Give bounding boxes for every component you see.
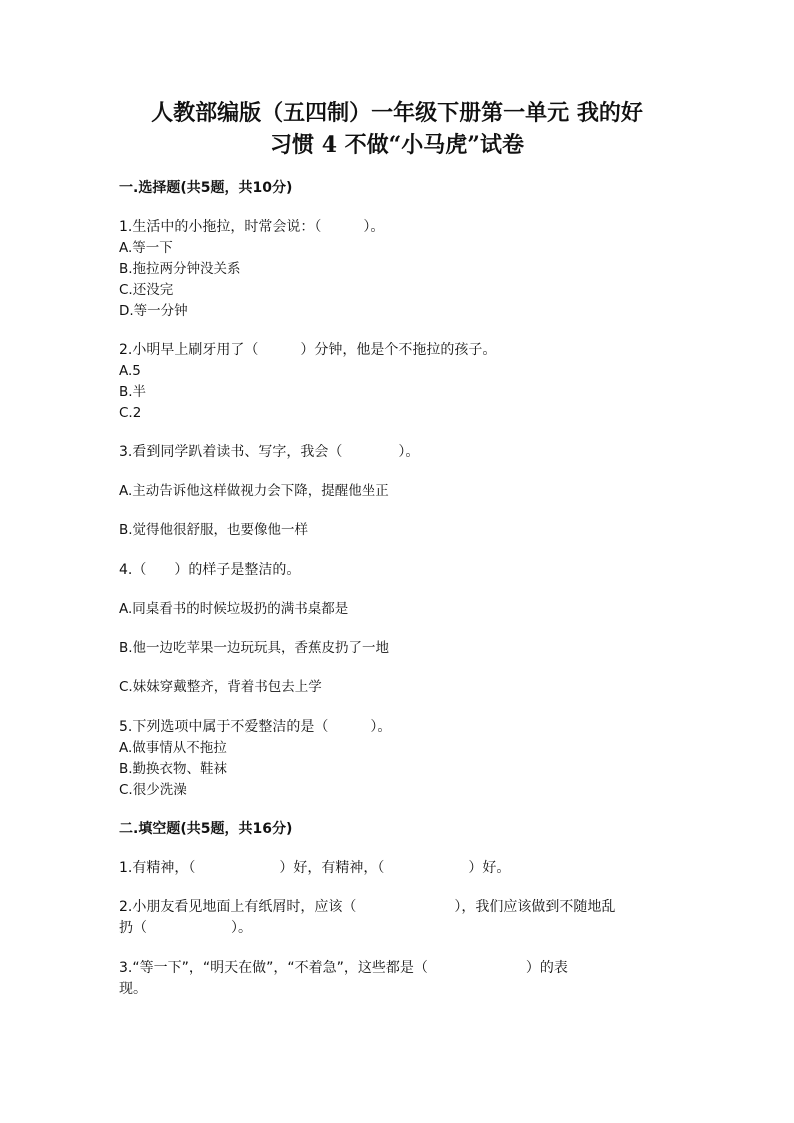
page-title-line-1: 人教部编版（五四制）一年级下册第一单元 我的好 — [151, 100, 643, 126]
fill-question-3-line-1: 3.“等一下”，“明天在做”，“不着急”，这些都是（ ）的表 — [119, 960, 568, 976]
question-1-option-a: A.等一下 — [119, 240, 173, 256]
question-4-option-b: B.他一边吃苹果一边玩玩具，香蕉皮扔了一地 — [119, 640, 390, 656]
question-stem-1: 1.生活中的小拖拉，时常会说：（ ）。 — [119, 219, 385, 235]
question-4-option-a: A.同桌看书的时候垃圾扔的满书桌都是 — [119, 601, 349, 617]
question-2-option-c: C.2 — [119, 405, 142, 421]
page-title-line-2: 习惯 4 不做“小马虎”试卷 — [270, 132, 524, 158]
question-1-option-c: C.还没完 — [119, 282, 174, 298]
question-5-option-a: A.做事情从不拖拉 — [119, 740, 227, 756]
fill-question-1: 1.有精神，（ ）好，有精神，（ ）好。 — [119, 860, 511, 876]
question-2-option-a: A.5 — [119, 363, 141, 379]
question-3-option-a: A.主动告诉他这样做视力会下降，提醒他坐正 — [119, 483, 389, 499]
fill-question-2-line-1: 2.小朋友看见地面上有纸屑时，应该（ ），我们应该做到不随地乱 — [119, 899, 616, 915]
question-1-option-d: D.等一分钟 — [119, 303, 188, 319]
question-5-option-b: B.勤换衣物、鞋袜 — [119, 761, 228, 777]
question-stem-4: 4.（ ）的样子是整洁的。 — [119, 562, 301, 578]
question-stem-5: 5.下列选项中属于不爱整洁的是（ ）。 — [119, 719, 392, 735]
fill-question-3-line-2: 现。 — [119, 981, 147, 997]
fill-question-2-line-2: 扔（ ）。 — [119, 920, 252, 936]
section-heading-fill-in: 二.填空题(共5题，共16分) — [119, 821, 293, 837]
question-5-option-c: C.很少洗澡 — [119, 782, 187, 798]
question-1-option-b: B.拖拉两分钟没关系 — [119, 261, 241, 277]
question-stem-2: 2.小明早上刷牙用了（ ）分钟，他是个不拖拉的孩子。 — [119, 342, 497, 358]
question-2-option-b: B.半 — [119, 384, 147, 400]
section-heading-choice: 一.选择题(共5题，共10分) — [119, 180, 293, 196]
question-3-option-b: B.觉得他很舒服，也要像他一样 — [119, 522, 309, 538]
question-stem-3: 3.看到同学趴着读书、写字，我会（ ）。 — [119, 444, 420, 460]
question-4-option-c: C.妹妹穿戴整齐，背着书包去上学 — [119, 679, 322, 695]
